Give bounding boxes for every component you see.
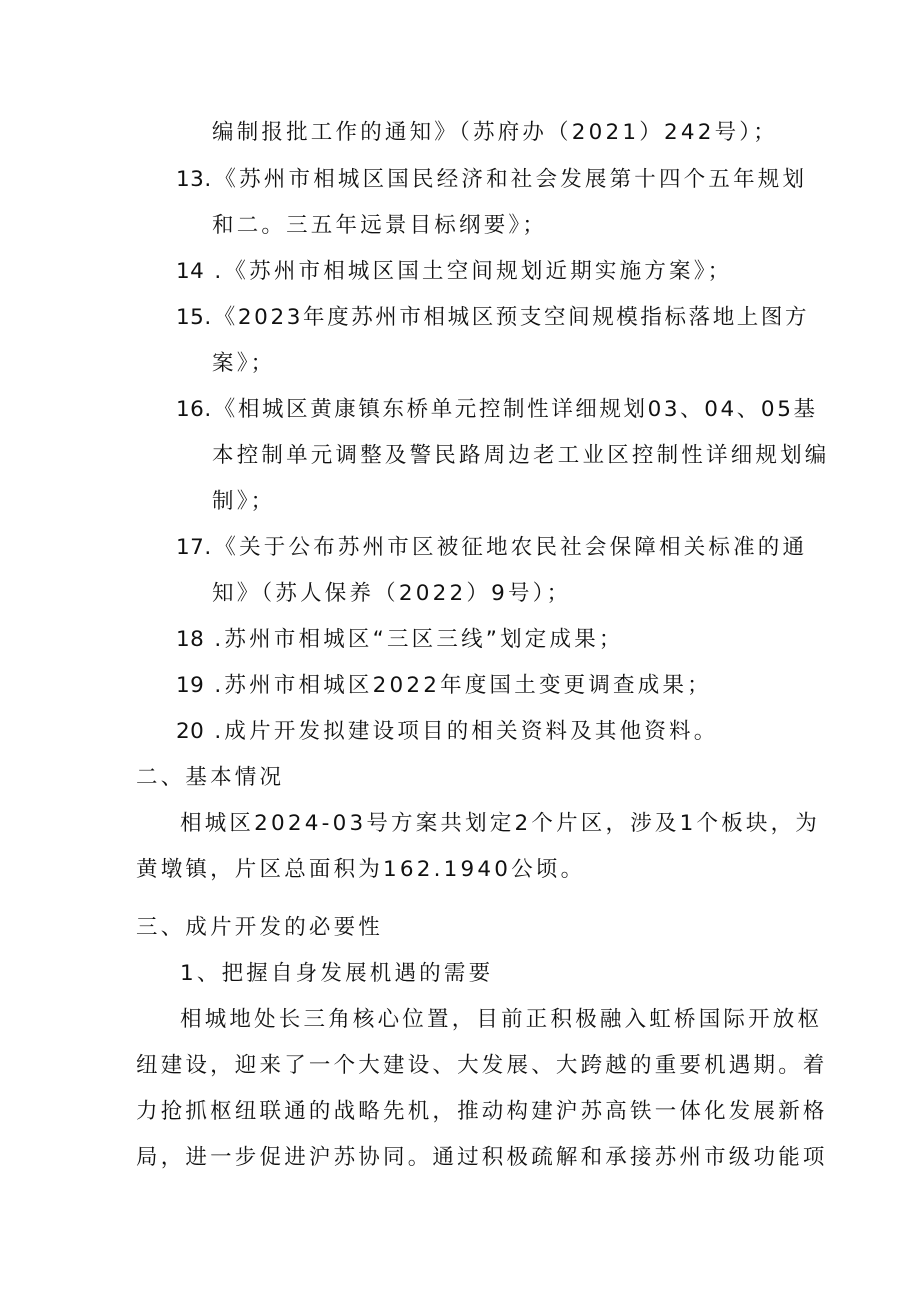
reference-item-20 [176,717,718,747]
paragraph-line: 力抢抓枢纽联通的战略先机，推动构建沪苏高铁一体化发展新格 [136,1099,828,1124]
reference-16-continuation: 制》； [212,489,276,514]
reference-text: .《苏州市相城区国土空间规划近期实施方案》； [204,259,733,284]
reference-item-18 [176,625,624,655]
reference-17-continuation: 知》（苏人保养（2022）9号）； [212,581,572,606]
reference-item-15 [176,303,809,333]
paragraph-line: 相城地处长三角核心位置，目前正积极融入虹桥国际开放枢 [180,1007,823,1032]
reference-number: 19 [176,673,205,698]
reference-16-continuation: 本控制单元调整及警民路周边老工业区控制性详细规划编 [212,443,830,468]
reference-item-13 [176,165,807,195]
reference-item-17 [176,533,807,563]
reference-text: .苏州市相城区2022年度国土变更调查成果； [204,673,712,698]
reference-number: 15 [176,305,205,330]
paragraph-line: 局，进一步促进沪苏协同。通过积极疏解和承接苏州市级功能项 [136,1145,828,1170]
reference-item-16 [176,395,818,425]
reference-number: 17 [176,535,205,560]
reference-number: 13 [176,167,205,192]
reference-text: .《相城区黄康镇东桥单元控制性详细规划03、04、05基 [204,397,818,422]
reference-number: 20 [176,719,205,744]
reference-item-19 [176,671,712,701]
subsection-heading: 1、把握自身发展机遇的需要 [180,961,494,986]
paragraph-line: 相城区2024-03号方案共划定2个片区，涉及1个板块，为 [180,811,820,836]
reference-text: .《2023年度苏州市相城区预支空间规模指标落地上图方 [204,305,810,330]
reference-12-continuation: 编制报批工作的通知》（苏府办（2021）242号）； [212,120,778,145]
paragraph-line: 纽建设，迎来了一个大建设、大发展、大跨越的重要机遇期。着 [136,1053,828,1078]
reference-15-continuation: 案》； [212,351,276,376]
reference-text: .成片开发拟建设项目的相关资料及其他资料。 [204,719,719,744]
reference-text: .《关于公布苏州市区被征地农民社会保障相关标准的通 [204,535,808,560]
reference-number: 16 [176,397,205,422]
reference-13-continuation: 和二。三五年远景目标纲要》； [212,213,548,238]
paragraph-line: 黄墩镇，片区总面积为162.1940公顷。 [136,857,586,882]
section-heading-basic-info: 二、基本情况 [136,765,285,790]
reference-number: 18 [176,627,205,652]
reference-text: .苏州市相城区“三区三线”划定成果； [204,627,624,652]
reference-item-14 [176,257,732,287]
reference-text: .《苏州市相城区国民经济和社会发展第十四个五年规划 [204,167,808,192]
reference-number: 14 [176,259,205,284]
section-heading-necessity: 三、成片开发的必要性 [136,915,384,940]
